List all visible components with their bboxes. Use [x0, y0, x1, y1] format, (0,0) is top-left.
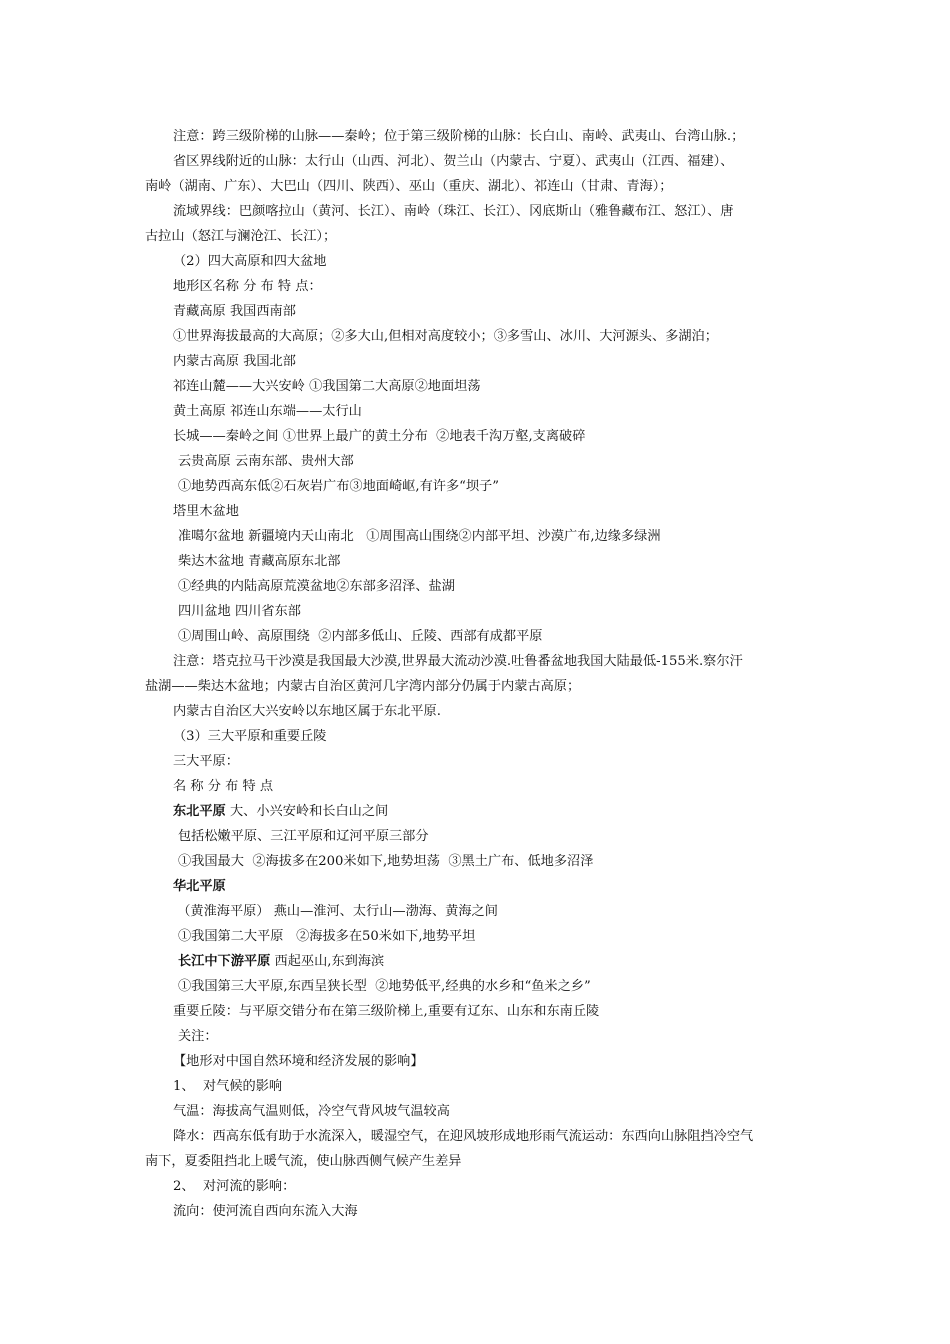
line-text: 青藏高原 我国西南部: [173, 304, 296, 319]
text-line: [145, 1199, 810, 1224]
text-line: [145, 324, 810, 349]
text-line: [145, 1049, 810, 1074]
line-text: 塔里木盆地: [173, 504, 239, 519]
line-text: 流域界线：巴颜喀拉山（黄河、长江）、南岭（珠江、长江）、冈底斯山（雅鲁藏布江、怒江）、唐: [173, 204, 734, 219]
line-text: 四川盆地 四川省东部: [178, 604, 301, 619]
line-text: ①我国最大 ②海拔多在200米如下,地势坦荡 ③黑土广布、低地多沼泽: [178, 854, 594, 869]
text-line: [145, 649, 810, 674]
line-text: 关注：: [178, 1029, 218, 1044]
line-text: 盐湖——柴达木盆地；内蒙古自治区黄河几字湾内部分仍属于内蒙古高原；: [145, 679, 581, 694]
text-line: [145, 949, 810, 974]
line-text: 内蒙古自治区大兴安岭以东地区属于东北平原.: [173, 704, 441, 719]
bold-term: 东北平原: [173, 804, 226, 819]
document-body: [145, 124, 810, 1224]
line-text: ①经典的内陆高原荒漠盆地②东部多沼泽、盐湖: [178, 579, 455, 594]
text-line: [145, 424, 810, 449]
line-text: 长城——秦岭之间 ①世界上最广的黄土分布 ②地表千沟万壑,支离破碎: [173, 429, 586, 444]
text-line: [145, 624, 810, 649]
line-text: 西起巫山,东到海滨: [270, 954, 385, 969]
text-line: [145, 774, 810, 799]
text-line: [145, 174, 810, 199]
text-line: [145, 724, 810, 749]
text-line: [145, 849, 810, 874]
text-line: [145, 499, 810, 524]
text-line: [145, 1174, 810, 1199]
text-line: [145, 1149, 810, 1174]
text-line: [145, 449, 810, 474]
text-line: [145, 374, 810, 399]
text-line: [145, 574, 810, 599]
text-line: [145, 274, 810, 299]
bold-term: 华北平原: [173, 879, 226, 894]
line-text: 准噶尔盆地 新疆境内天山南北 ①周围高山围绕②内部平坦、沙漠广布,边缘多绿洲: [178, 529, 661, 544]
line-text: 注意：塔克拉马干沙漠是我国最大沙漠,世界最大流动沙漠.吐鲁番盆地我国大陆最低-155米.察尔汗: [173, 654, 743, 669]
line-text: 1、 对气候的影响: [173, 1079, 283, 1094]
text-line: [145, 824, 810, 849]
line-text: （黄淮海平原） 燕山—淮河、太行山—渤海、黄海之间: [173, 904, 498, 919]
line-text: 包括松嫩平原、三江平原和辽河平原三部分: [178, 829, 429, 844]
text-line: [145, 1074, 810, 1099]
line-text: 云贵高原 云南东部、贵州大部: [178, 454, 354, 469]
line-text: 南岭（湖南、广东）、大巴山（四川、陕西）、巫山（重庆、湖北）、祁连山（甘肃、青海）；: [145, 179, 673, 194]
line-text: 三大平原：: [173, 754, 239, 769]
line-text: ①我国第二大平原 ②海拔多在50米如下,地势平坦: [178, 929, 476, 944]
text-line: [145, 1024, 810, 1049]
text-line: [145, 899, 810, 924]
text-line: [145, 299, 810, 324]
text-line: [145, 124, 810, 149]
text-line: [145, 399, 810, 424]
bold-term: 长江中下游平原: [178, 954, 271, 969]
text-line: [145, 799, 810, 824]
text-line: [145, 524, 810, 549]
line-text: ①周围山岭、高原围绕 ②内部多低山、丘陵、西部有成都平原: [178, 629, 543, 644]
line-text: 地形区名称 分 布 特 点：: [173, 279, 322, 294]
line-text: 古拉山（怒江与澜沧江、长江）；: [145, 229, 337, 244]
text-line: [145, 474, 810, 499]
text-line: [145, 749, 810, 774]
line-text: ①世界海拔最高的大高原；②多大山,但相对高度较小；③多雪山、冰川、大河源头、多湖泊；: [173, 329, 718, 344]
text-line: [145, 674, 810, 699]
line-text: 流向：使河流自西向东流入大海: [173, 1204, 358, 1219]
line-text: 内蒙古高原 我国北部: [173, 354, 296, 369]
line-text: 黄土高原 祁连山东端——太行山: [173, 404, 362, 419]
text-line: [145, 874, 810, 899]
line-text: 气温：海拔高气温则低，冷空气背风坡气温较高: [173, 1104, 450, 1119]
text-line: [145, 149, 810, 174]
line-text: 祁连山麓——大兴安岭 ①我国第二大高原②地面坦荡: [173, 379, 481, 394]
text-line: [145, 974, 810, 999]
line-text: 重要丘陵：与平原交错分布在第三级阶梯上,重要有辽东、山东和东南丘陵: [173, 1004, 600, 1019]
line-text: （3）三大平原和重要丘陵: [173, 729, 327, 744]
line-text: 南下，夏委阻挡北上暖气流，使山脉西侧气候产生差异: [145, 1154, 462, 1169]
text-line: [145, 999, 810, 1024]
line-text: 省区界线附近的山脉：太行山（山西、河北）、贺兰山（内蒙古、宁夏）、武夷山（江西、福建）、: [173, 154, 734, 169]
line-text: 2、 对河流的影响：: [173, 1179, 296, 1194]
text-line: [145, 924, 810, 949]
line-text: ①我国第三大平原,东西呈狭长型 ②地势低平,经典的水乡和“鱼米之乡”: [178, 979, 591, 994]
line-text: 柴达木盆地 青藏高原东北部: [178, 554, 341, 569]
text-line: [145, 1099, 810, 1124]
line-text: 【地形对中国自然环境和经济发展的影响】: [173, 1054, 424, 1069]
line-text: 大、小兴安岭和长白山之间: [225, 804, 389, 819]
line-text: 注意：跨三级阶梯的山脉——秦岭；位于第三级阶梯的山脉：长白山、南岭、武夷山、台湾山脉.；: [173, 129, 745, 144]
text-line: [145, 1124, 810, 1149]
text-line: [145, 249, 810, 274]
text-line: [145, 549, 810, 574]
line-text: 降水：西高东低有助于水流深入，暖湿空气，在迎风坡形成地形雨气流运动：东西向山脉阻挡冷空气: [173, 1129, 754, 1144]
line-text: （2）四大高原和四大盆地: [173, 254, 327, 269]
line-text: 名 称 分 布 特 点: [173, 779, 274, 794]
text-line: [145, 599, 810, 624]
text-line: [145, 199, 810, 224]
text-line: [145, 699, 810, 724]
text-line: [145, 349, 810, 374]
line-text: ①地势西高东低②石灰岩广布③地面崎岖,有许多“坝子”: [178, 479, 499, 494]
text-line: [145, 224, 810, 249]
